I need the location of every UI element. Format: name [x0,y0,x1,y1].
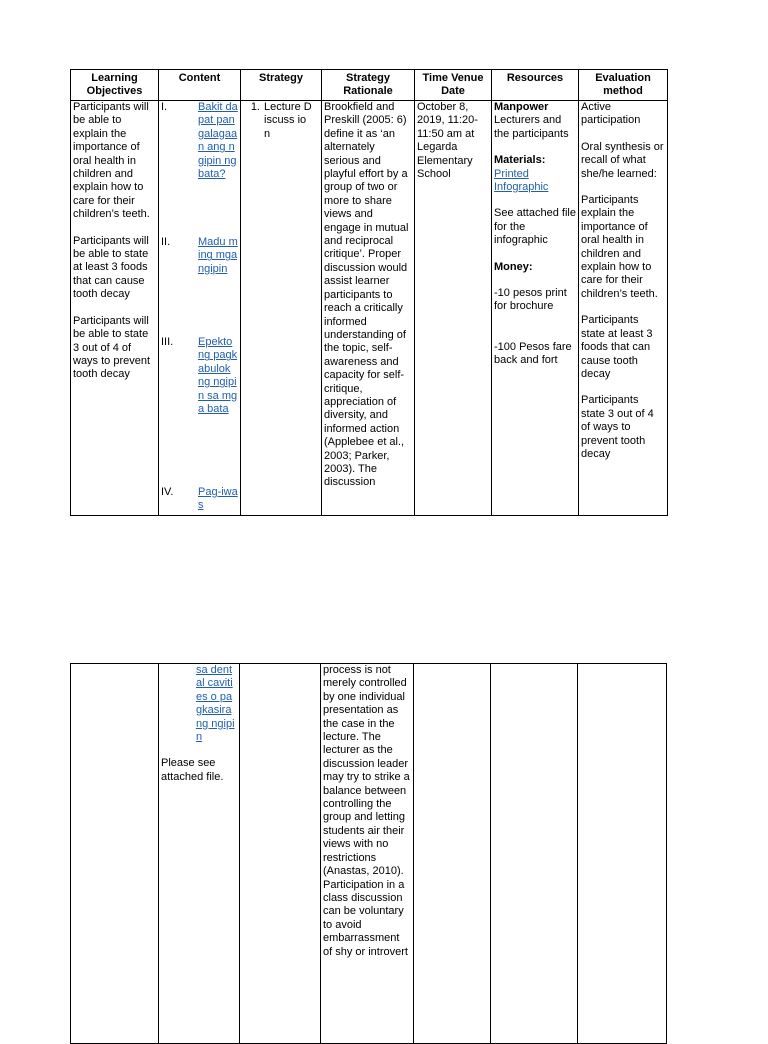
header-resources: Resources [492,70,579,101]
printed-infographic-link[interactable]: Printed Infographic [494,167,549,194]
content-item-1 [161,101,238,236]
content-numeral: II. [161,236,171,248]
evaluation-item: Active participation [581,101,641,127]
content-link-3[interactable]: Epekto ng pagkabulok ng ngipin sa mga bata [198,336,238,416]
table-row [71,664,667,1044]
strategy-cell-continued [240,664,321,1044]
header-content: Content [159,70,241,101]
evaluation-item: Participants state at least 3 foods that can cause tooth decay [581,314,653,380]
strategy-item [243,101,319,141]
header-strategy-rationale: Strategy Rationale [322,70,415,101]
content-link-4[interactable]: Pag-iwas [198,486,238,512]
content-numeral: III. [161,336,174,348]
materials-label: Materials: [494,154,546,167]
strategy-cell [241,101,322,516]
resources-cell-continued [491,664,578,1044]
objective-item: Participants will be able to state 3 out of 4 of ways to prevent tooth decay [73,314,151,381]
time-venue-date-cell-continued [414,664,491,1044]
resources-cell [492,101,579,516]
header-learning-objectives: Learning Objectives [71,70,159,101]
objectives-cell-continued [71,664,159,1044]
header-evaluation-method: Evaluation method [579,70,668,101]
time-venue-date-cell [415,101,492,516]
header-row [71,70,668,101]
header-time-venue-date: Time Venue Date [415,70,492,101]
evaluation-cell-continued [578,664,667,1044]
content-item-4 [161,486,238,513]
attached-note: See attached file for the infographic [494,207,576,247]
objective-item: Participants will be able to state at least 3 foods that can cause tooth decay [73,234,149,301]
money-item: -10 pesos print for brochure [494,287,567,313]
content-item-2 [161,236,238,336]
evaluation-item: Participants state 3 out of 4 of ways to prevent tooth decay [581,394,654,460]
content-note: Please see attached file. [161,757,224,783]
strategy-number: 1. [250,101,260,113]
objectives-cell [71,101,159,516]
rationale-text: Brookfield and Preskill (2005: 6) define it as ‘an alternately serious and playful effort by a group of two or more to share views and engage in mutual and reciprocal critique’. Proper discussion would assist learner participants to reach a critically informed understanding of the topic, self-awareness and capacity for self-critique, appreciation of diversity, and informed action (Applebee et al., 2003; Parker, 2003). The discussion [324,101,409,489]
content-link-1[interactable]: Bakit dapat pangalagaan ang ngipin ng bata? [198,101,238,181]
rationale-text-continued: process is not merely controlled by one individual presentation as the case in the lecture. The lecturer as the discussion leader may try to strike a balance between controlling the group and letting students air their views with no restrictions (Anastas, 2010). Participation in a class discussion can be voluntary to avoid embarrassment of shy or introvert [323,664,410,958]
table-row [71,101,668,516]
rationale-cell [322,101,415,516]
content-cell [159,101,241,516]
evaluation-item: Participants explain the importance of oral health in children and explain how to care for their children’s teeth. [581,194,658,300]
lesson-plan-table [70,69,668,516]
time-venue-date-text: October 8, 2019, 11:20-11:50 am at Legarda Elementary School [417,101,478,181]
manpower-label: Manpower [494,101,549,113]
content-numeral: I. [161,101,168,113]
evaluation-cell [579,101,668,516]
strategy-text: Lecture Discuss ion [264,101,312,140]
content-numeral: IV. [161,486,174,498]
manpower-text: Lecturers and the participants [494,114,569,140]
money-label: Money: [494,260,533,273]
objective-item: Participants will be able to explain the importance of oral health in children and explain how to care for their children’s teeth. [73,101,150,221]
lesson-plan-table-continued [70,663,667,1044]
content-link-2[interactable]: Madu ming mga ngipin [198,236,238,275]
money-item: -100 Pesos fare back and fort [494,340,572,367]
content-link-continued[interactable]: sa dental cavities o pagkasira ng ngipin [196,664,235,744]
content-cell-continued [159,664,240,1044]
rationale-cell-continued [321,664,414,1044]
evaluation-item: Oral synthesis or recall of what she/he learned: [581,140,664,180]
header-strategy: Strategy [241,70,322,101]
content-item-3 [161,336,238,486]
